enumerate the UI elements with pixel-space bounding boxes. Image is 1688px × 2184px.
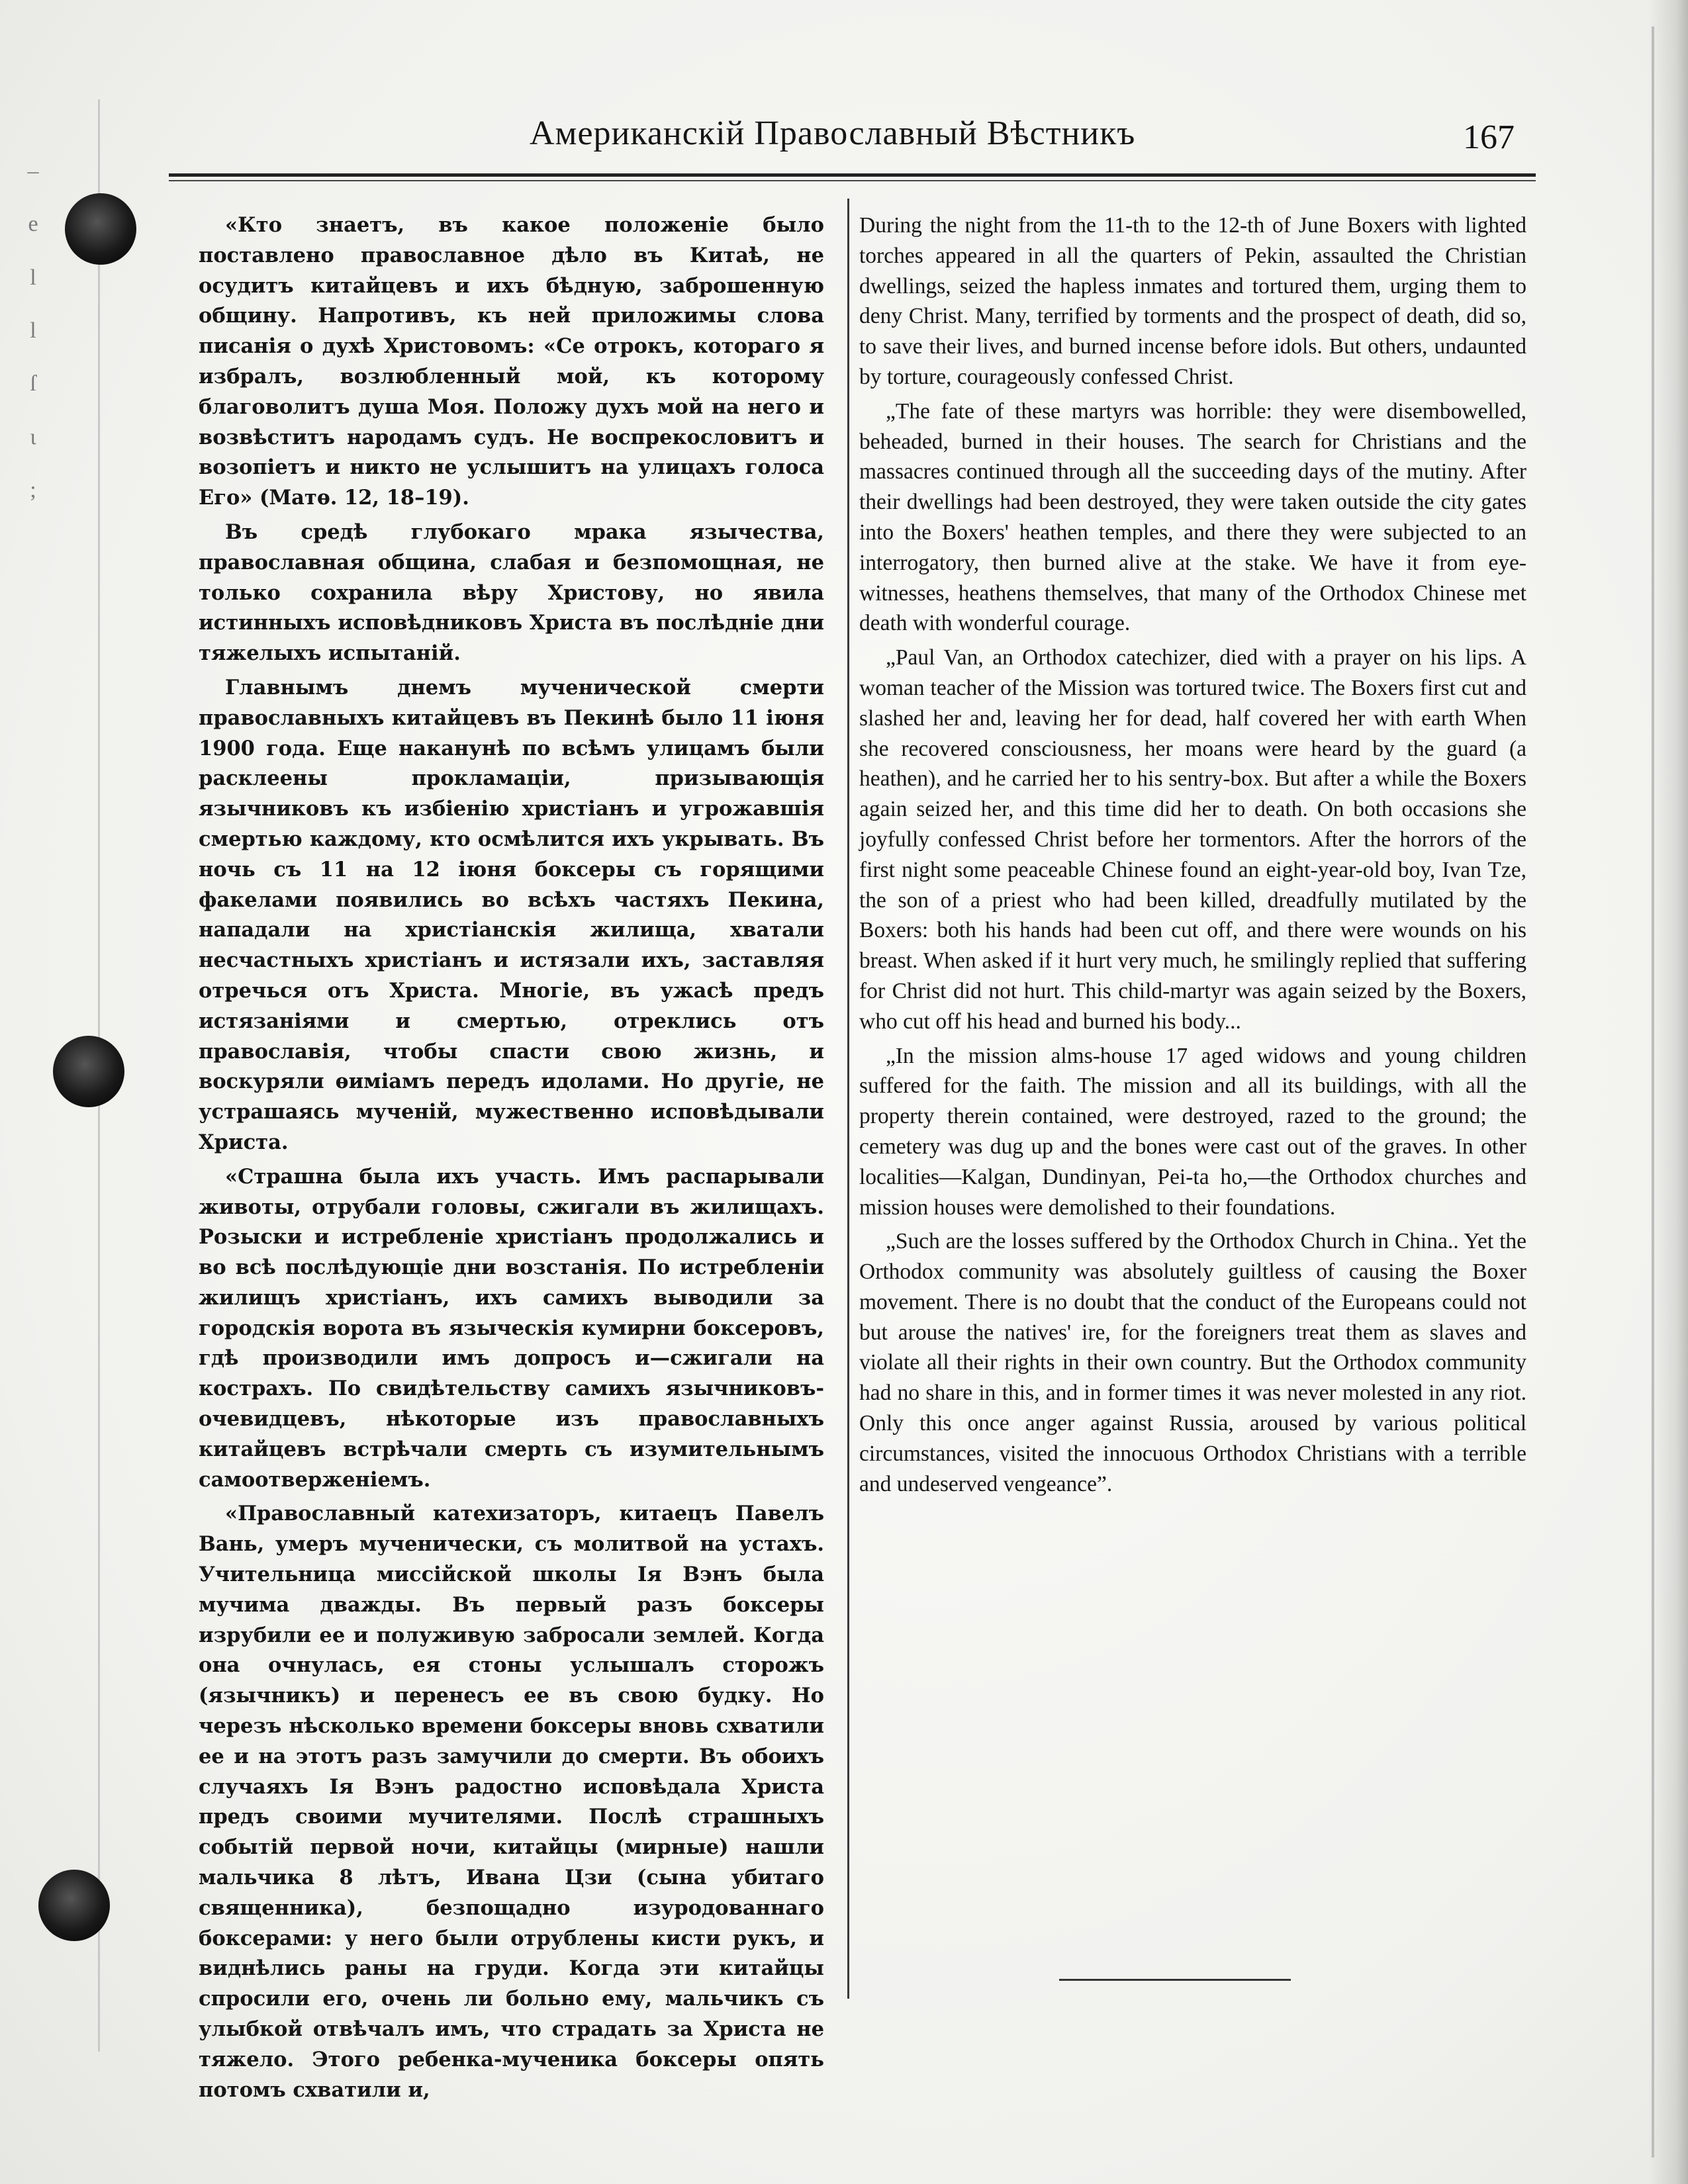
russian-paragraph: «Страшна была ихъ участь. Имъ распарывали животы, отрубали головы, сжигали въ жилищахъ. Розыски и истребленіе христіанъ продолжались и во всѣ послѣдующіе дни возстанія. По истребленіи жилищъ христіанъ, ихъ самихъ выводили за городскія ворота въ языческія кумирни боксеровъ, гдѣ производили имъ допросъ и—сжигали на кострахъ. По свидѣтельству самихъ язычниковъ-очевидцевъ, нѣкоторые изъ православныхъ китайцевъ встрѣчали смерть съ изумительнымъ самоотверженіемъ. [199,1164,824,1492]
russian-paragraph: «Кто знаетъ, въ какое положеніе было поставлено православное дѣло въ Китаѣ, не осудитъ китайцевъ и ихъ бѣдную, заброшенную общину. Напротивъ, къ ней приложимы слова писанія о духѣ Христовомъ: «Се отрокъ, котораго я избралъ, возлюбленный мой, къ которому благоволитъ душа Моя. Положу духъ мой на него и возвѣститъ народамъ судъ. Не воспрекословитъ и возопіетъ и никто не услышитъ на улицахъ голоса Его» (Матѳ. 12, 18–19). [199,213,824,510]
scan-edge-shadow [1648,0,1688,2184]
russian-column [199,210,824,2109]
english-column [859,210,1526,1503]
english-paragraph: During the night from the 11-th to the 12-th of June Boxers with lighted torches appeared in all the quarters of Pekin, assaulted the Christian dwellings, seized the hapless inmates and tortured them, urging them to deny Christ. Many, terrified by torments and the prospect of death, did so, to save their lives, and burned incense before idols. But others, undaunted by torture, courageously confessed Christ. [859,213,1526,389]
margin-mark: е [28,212,38,237]
margin-marks [20,159,46,503]
end-of-article-rule [1059,1979,1291,1981]
russian-paragraph: Главнымъ днемъ мученической смерти православныхъ китайцевъ въ Пекинѣ было 11 іюня 1900 года. Еще наканунѣ по всѣмъ улицамъ были расклеены прокламаціи, призывающія язычниковъ къ избіенію христіанъ и угрожавшія смертью каждому, кто осмѣлится ихъ укрывать. Въ ночь съ 11 на 12 іюня боксеры съ горящими факелами появились во всѣхъ частяхъ Пекина, нападали на христіанскія жилища, хватали несчастныхъ христіанъ и истязали ихъ, заставляя отречься отъ Христа. Многіе, въ ужасѣ предъ истязаніями и смертью, отреклись отъ православія, чтобы спасти свою жизнь, и воскуряли ѳиміамъ передъ идолами. Но другіе, не устрашаясь мученій, мужественно исповѣдывали Христа. [199,675,824,1154]
russian-paragraph: Въ средѣ глубокаго мрака язычества, православная община, слабая и безпомощная, не только сохранила вѣру Христову, но явила истинныхъ исповѣдниковъ Христа въ послѣдніе дни тяжелыхъ испытаній. [199,520,824,666]
binder-hole-bottom [38,1870,110,1941]
page-edge-line [1652,26,1654,2158]
margin-mark: ; [30,477,36,502]
header-rule [169,173,1536,177]
margin-mark: l [30,318,36,343]
margin-mark: ſ [30,371,36,396]
running-header-title: Американскій Православный Вѣстникъ [530,114,1136,152]
page-number: 167 [1463,118,1515,156]
english-paragraph: „The fate of these martyrs was horrible: they were disembowelled, beheaded, burned in their houses. The search for Christians and the massacres continued through all the succeeding days of the mutiny. After their dwellings had been destroyed, they were taken outside the city gates into the Boxers' heathen temples, and there they were subjected to an interrogatory, then burned alive at the stake. We have it from eye-witnesses, heathens themselves, that many of the Orthodox Chinese met death with wonderful courage. [859,398,1526,636]
binder-hole-top [65,193,136,265]
margin-mark: – [27,159,39,183]
english-paragraph: „Such are the losses suffered by the Orthodox Church in China.. Yet the Orthodox community was absolutely guiltless of causing the Boxer movement. There is no doubt that the conduct of the Europeans could not but arouse the natives' ire, for the foreigners treat them as slaves and violate all their rights in their own country. But the Orthodox community had no share in this, and in former times it was never molested in any riot. Only this once anger against Russia, aroused by various political circumstances, visited the innocuous Orthodox Christians with a terrible and undeserved vengeance”. [859,1229,1526,1496]
column-divider [847,199,849,1999]
russian-paragraph: «Православный катехизаторъ, китаецъ Павелъ Вань, умеръ мученически, съ молитвой на устахъ. Учительница миссійской школы Ія Вэнъ была мучима дважды. Въ первый разъ боксеры изрубили ее и полуживую забросали землей. Когда она очнулась, ея стоны услышалъ сторожъ (язычникъ) и перенесъ ее въ свою будку. Но черезъ нѣсколько времени боксеры вновь схватили ее и на этотъ разъ замучили до смерти. Въ обоихъ случаяхъ Ія Вэнъ радостно исповѣдала Христа предъ своими мучителями. Послѣ страшныхъ событій первой ночи, китайцы (мирные) нашли мальчика 8 лѣтъ, Ивана Цзи (сына убитаго священника), безпощадно изуродованнаго боксерами: у него были отрублены кисти рукъ, и виднѣлись раны на груди. Когда эти китайцы спросили его, очень ли больно ему, мальчикъ съ улыбкой отвѣчалъ имъ, что страдать за Христа не тяжело. Этого ребенка-мученика боксеры опять потомъ схватили и, [199,1502,824,2102]
english-paragraph: „In the mission alms-house 17 aged widows and young children suffered for the faith. The mission and all its buildings, with all the property therein contained, were destroyed, razed to the ground; the cemetery was dug up and the bones were cast out of the graves. In other localities—Kalgan, Dundinyan, Pei-ta ho,—the Orthodox churches and mission houses were demolished to their foundations. [859,1043,1526,1220]
binder-hole-middle [53,1036,124,1107]
margin-mark: l [30,265,36,290]
english-paragraph: „Paul Van, an Orthodox catechizer, died with a prayer on his lips. A woman teacher of the Mission was tortured twice. The Boxers first cut and slashed her and, leaving her for dead, half covered her with earth When she recovered consciousness, her moans were heard by the guard (a heathen), and he carried her to his sentry-box. But after a while the Boxers again seized her, and this time did her to death. On both occasions she joyfully confessed Christ before her tormentors. After the horrors of the first night some peaceable Chinese found an eight-year-old boy, Ivan Tze, the son of a priest who had been killed, dreadfully mutilated by the Boxers: both his hands had been cut off, and there were wounds on his breast. When asked if it hurt very much, he smilingly replied that suffering for Christ did not hurt. This child-martyr was again seized by the Boxers, who cut off his head and burned his body... [859,645,1526,1034]
header-rule-thin [169,180,1536,181]
margin-mark: ι [30,424,36,449]
